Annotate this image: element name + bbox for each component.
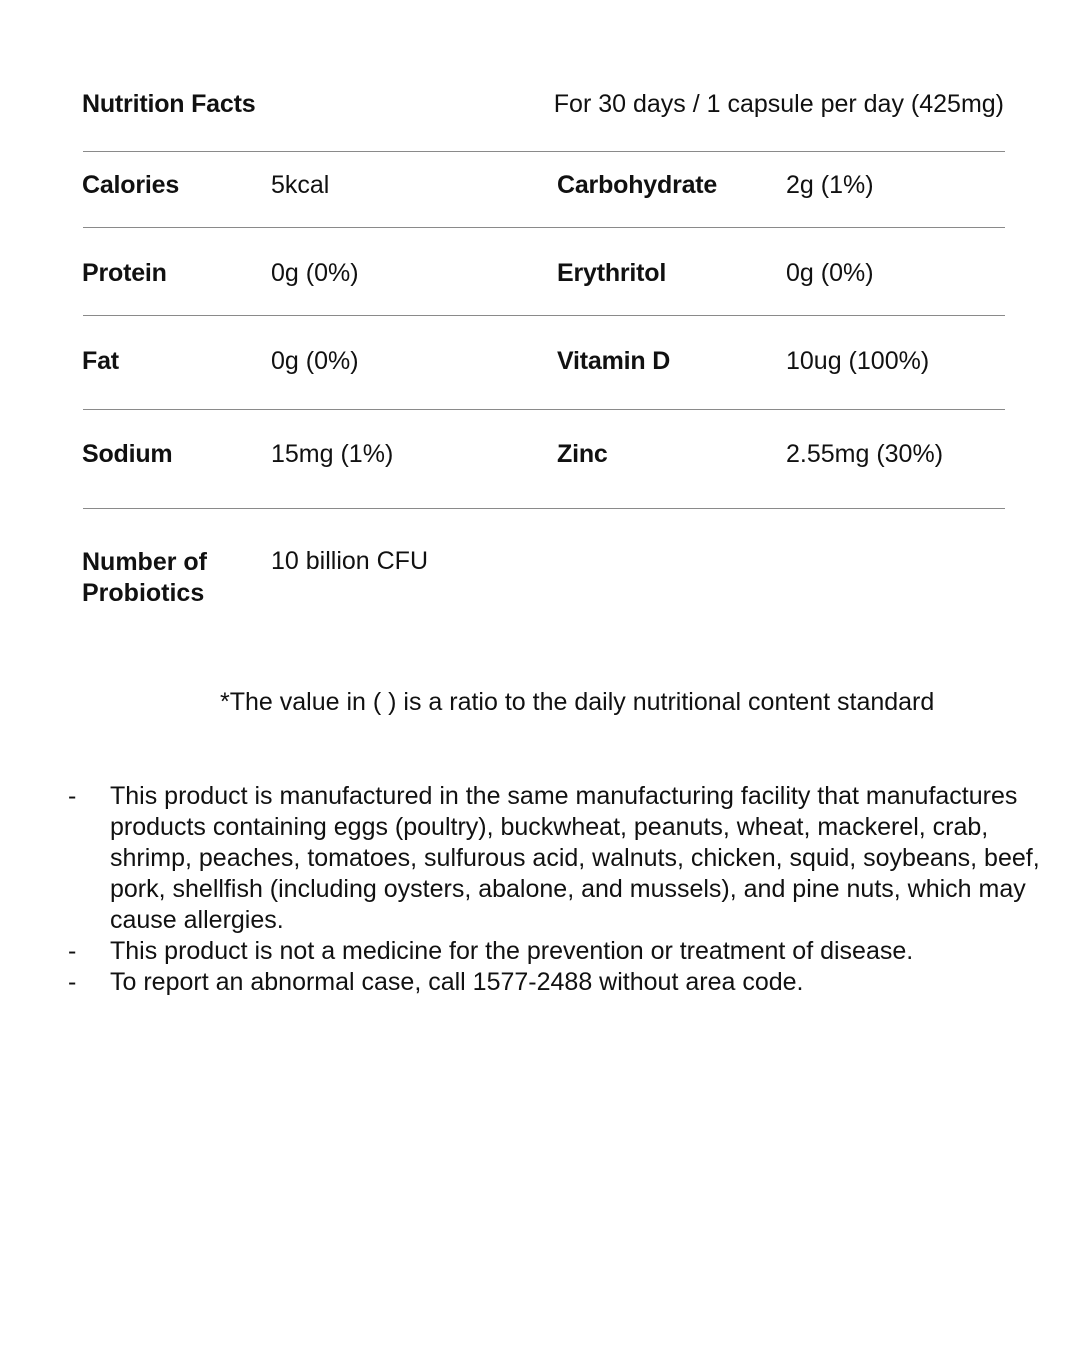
nutrition-facts-title: Nutrition Facts — [82, 90, 256, 118]
vitamin-d-label: Vitamin D — [557, 347, 671, 375]
probiotics-label: Number of Probiotics — [82, 548, 207, 607]
sodium-label: Sodium — [82, 440, 173, 468]
report-note: To report an abnormal case, call 1577-2488 without area code. — [110, 968, 804, 996]
divider — [83, 409, 1005, 410]
carbohydrate-label: Carbohydrate — [557, 171, 718, 199]
dash-bullet: - — [68, 968, 77, 996]
sodium-value: 15mg (1%) — [271, 440, 394, 468]
list-item — [0, 781, 1080, 936]
carbohydrate-value: 2g (1%) — [786, 171, 874, 199]
zinc-value: 2.55mg (30%) — [786, 440, 944, 468]
footnote: *The value in ( ) is a ratio to the daily nutritional content standard — [220, 688, 935, 716]
divider — [83, 227, 1005, 228]
calories-label: Calories — [82, 171, 180, 199]
notes-list — [0, 781, 1080, 998]
dash-bullet: - — [68, 782, 77, 810]
fat-value: 0g (0%) — [271, 347, 359, 375]
divider — [83, 508, 1005, 509]
erythritol-label: Erythritol — [557, 259, 667, 287]
protein-value: 0g (0%) — [271, 259, 359, 287]
medicine-note: This product is not a medicine for the prevention or treatment of disease. — [110, 937, 914, 965]
list-item — [0, 967, 1080, 998]
vitamin-d-value: 10ug (100%) — [786, 347, 930, 375]
list-item — [0, 936, 1080, 967]
erythritol-value: 0g (0%) — [786, 259, 874, 287]
probiotics-value: 10 billion CFU — [271, 547, 429, 575]
allergy-note: This product is manufactured in the same manufacturing facility that manufactures products containing eggs (poultry), buckwheat, peanuts, wheat, mackerel, crab, shrimp, peaches, tomatoes, sulfurous acid, walnuts, chicken, squid, soybeans, beef, pork, shellfish (including oysters, abalone, and mussels), and pine nuts, which may cause allergies. — [110, 782, 1040, 934]
calories-value: 5kcal — [271, 171, 330, 199]
divider — [83, 315, 1005, 316]
dash-bullet: - — [68, 937, 77, 965]
protein-label: Protein — [82, 259, 167, 287]
zinc-label: Zinc — [557, 440, 608, 468]
divider — [83, 151, 1005, 152]
serving-info: For 30 days / 1 capsule per day (425mg) — [553, 90, 1004, 118]
fat-label: Fat — [82, 347, 119, 375]
